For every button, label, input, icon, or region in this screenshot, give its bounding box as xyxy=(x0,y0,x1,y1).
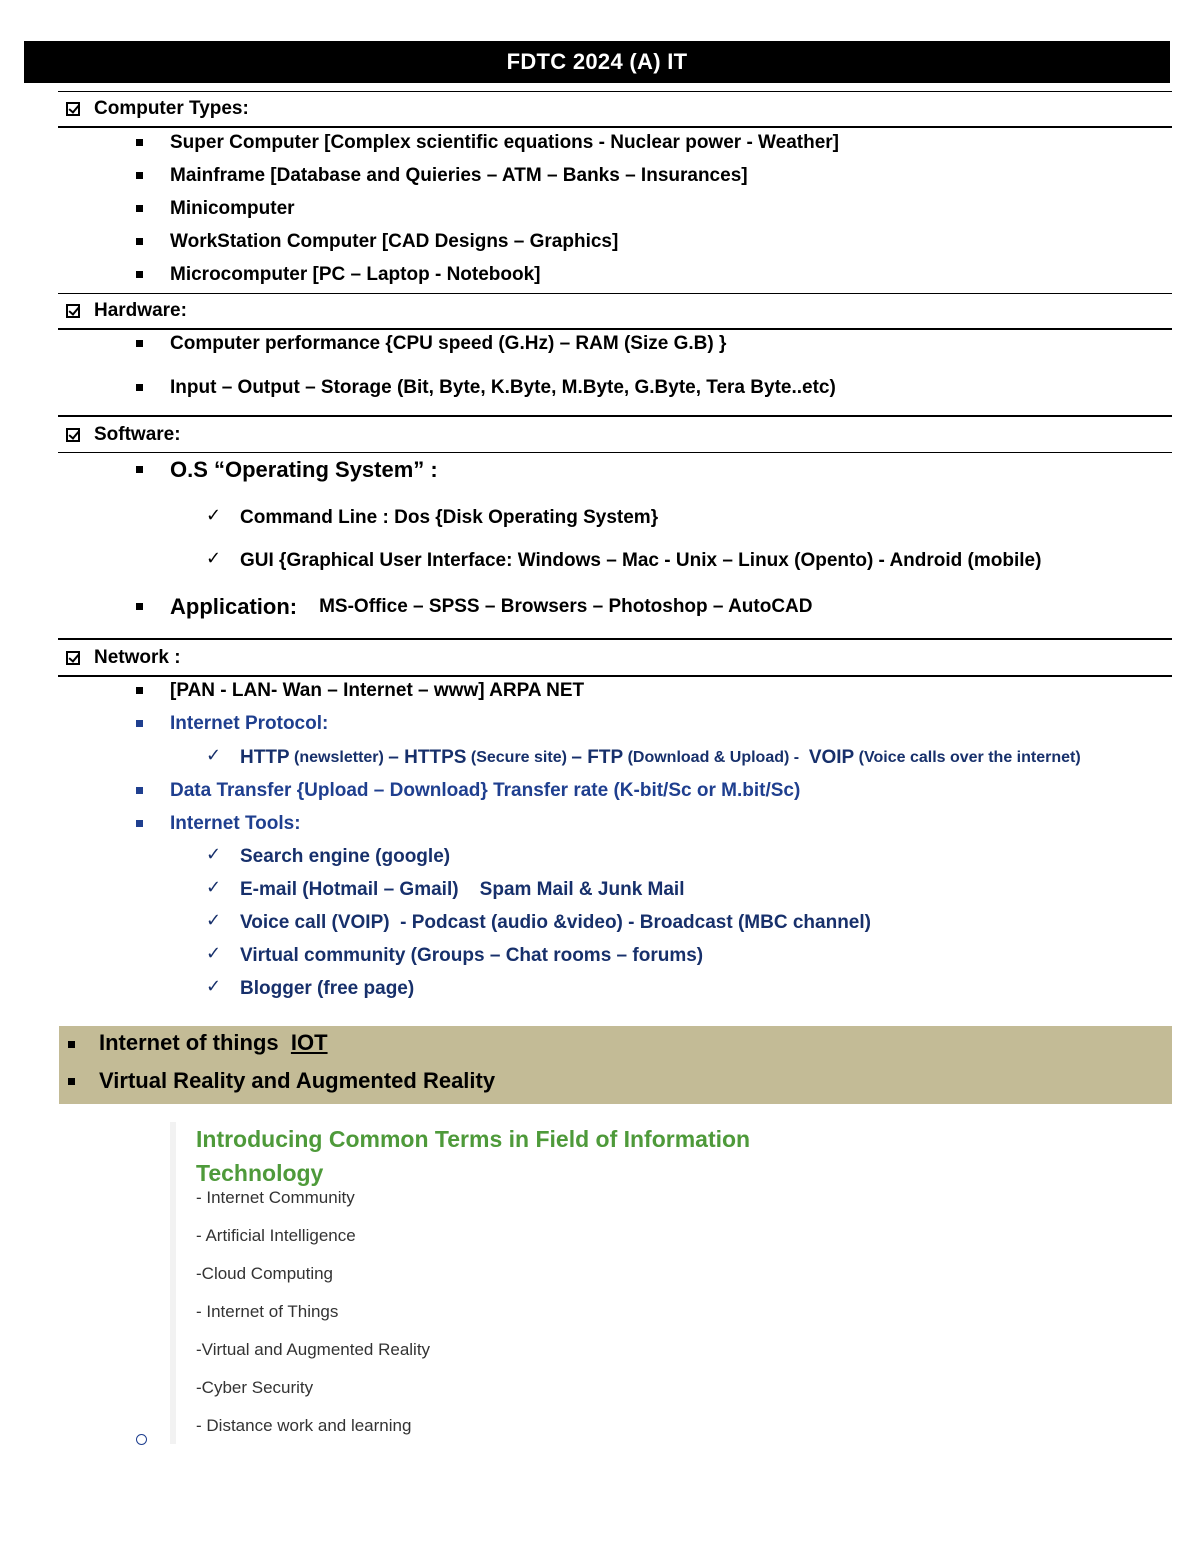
square-bullet-icon xyxy=(136,205,143,212)
application-label: Application: xyxy=(170,594,298,619)
divider xyxy=(58,293,1172,294)
list-item: Internet Protocol: xyxy=(170,713,329,734)
checkbox-icon xyxy=(66,651,80,665)
checkmark-icon: ✓ xyxy=(206,548,222,568)
checkbox-icon xyxy=(66,428,80,442)
ftp-label: FTP xyxy=(587,747,624,768)
section-heading: Hardware: xyxy=(94,300,187,321)
checkmark-icon: ✓ xyxy=(206,745,222,765)
square-bullet-icon xyxy=(68,1041,75,1048)
divider xyxy=(58,638,1172,640)
square-bullet-icon xyxy=(68,1078,75,1085)
square-bullet-icon xyxy=(136,238,143,245)
section-network xyxy=(66,641,181,675)
section-heading: Software: xyxy=(94,424,181,445)
checkmark-icon: ✓ xyxy=(206,505,222,525)
list-item: Internet Tools: xyxy=(170,813,301,834)
square-bullet-icon xyxy=(136,340,143,347)
square-bullet-icon xyxy=(136,820,143,827)
divider xyxy=(58,452,1172,453)
application-value: MS-Office – SPSS – Browsers – Photoshop – AutoCAD xyxy=(319,596,813,617)
list-item: Input – Output – Storage (Bit, Byte, K.Byte, M.Byte, G.Byte, Tera Byte..etc) xyxy=(170,377,836,398)
checkbox-icon xyxy=(66,102,80,116)
common-terms-box xyxy=(170,1122,796,1444)
list-item: Voice call (VOIP) - Podcast (audio &video) - Broadcast (MBC channel) xyxy=(240,912,871,933)
term-item: - Artificial Intelligence xyxy=(196,1226,356,1245)
common-terms-title: Introducing Common Terms in Field of Information Technology xyxy=(196,1126,751,1186)
list-item: Microcomputer [PC – Laptop - Notebook] xyxy=(170,264,541,285)
list-item: Command Line : Dos {Disk Operating System} xyxy=(240,507,659,528)
voip-label: VOIP xyxy=(803,747,855,768)
term-item: - Distance work and learning xyxy=(196,1416,412,1435)
square-bullet-icon xyxy=(136,603,143,610)
list-item: E-mail (Hotmail – Gmail) Spam Mail & Junk Mail xyxy=(240,879,685,900)
iot-abbr: IOT xyxy=(290,1030,328,1055)
list-item: Mainframe [Database and Quieries – ATM – Banks – Insurances] xyxy=(170,165,748,186)
list-item: Data Transfer {Upload – Download} Transfer rate (K-bit/Sc or M.bit/Sc) xyxy=(170,780,801,801)
square-bullet-icon xyxy=(136,384,143,391)
separator: – xyxy=(571,747,588,768)
term-item: - Internet of Things xyxy=(196,1302,339,1321)
square-bullet-icon xyxy=(136,687,143,694)
term-item: -Virtual and Augmented Reality xyxy=(196,1340,431,1359)
list-item: Virtual community (Groups – Chat rooms – forums) xyxy=(240,945,704,966)
square-bullet-icon xyxy=(136,720,143,727)
divider xyxy=(58,328,1172,330)
square-bullet-icon xyxy=(136,271,143,278)
ftp-note: (Download & Upload) - xyxy=(623,749,804,766)
https-note: (Secure site) xyxy=(466,749,572,766)
protocol-list xyxy=(240,745,1081,771)
section-heading: Computer Types: xyxy=(94,98,249,119)
section-heading: Network : xyxy=(94,647,181,668)
list-item-os: O.S “Operating System” : xyxy=(170,457,438,482)
term-item: - Internet Community xyxy=(196,1188,355,1207)
divider xyxy=(58,675,1172,677)
list-item: Super Computer [Complex scientific equations - Nuclear power - Weather] xyxy=(170,132,839,153)
circle-bullet-icon xyxy=(136,1434,147,1445)
list-item: [PAN - LAN- Wan – Internet – www] ARPA NET xyxy=(170,680,585,701)
divider xyxy=(58,126,1172,128)
checkmark-icon: ✓ xyxy=(206,976,222,996)
checkmark-icon: ✓ xyxy=(206,844,222,864)
list-item: GUI {Graphical User Interface: Windows – Mac - Unix – Linux (Opento) - Android (mobile) xyxy=(240,550,1042,571)
separator: – xyxy=(388,747,405,768)
section-hardware xyxy=(66,294,187,328)
list-item: Blogger (free page) xyxy=(240,978,415,999)
section-computer-types xyxy=(66,92,249,126)
square-bullet-icon xyxy=(136,466,143,473)
iot-item xyxy=(99,1030,328,1056)
iot-text: Internet of things xyxy=(99,1030,291,1055)
http-note: (newsletter) xyxy=(289,749,389,766)
section-software xyxy=(66,418,181,452)
square-bullet-icon xyxy=(136,139,143,146)
https-label: HTTPS xyxy=(404,747,467,768)
square-bullet-icon xyxy=(136,787,143,794)
term-item: -Cyber Security xyxy=(196,1378,314,1397)
voip-note: (Voice calls over the internet) xyxy=(854,749,1081,766)
list-item: WorkStation Computer [CAD Designs – Graphics] xyxy=(170,231,619,252)
http-label: HTTP xyxy=(240,747,290,768)
square-bullet-icon xyxy=(136,172,143,179)
checkmark-icon: ✓ xyxy=(206,877,222,897)
checkmark-icon: ✓ xyxy=(206,910,222,930)
vr-item: Virtual Reality and Augmented Reality xyxy=(99,1068,496,1093)
list-item: Search engine (google) xyxy=(240,846,451,867)
list-item: Computer performance {CPU speed (G.Hz) – RAM (Size G.B) } xyxy=(170,333,727,354)
list-item-application xyxy=(170,592,813,622)
checkmark-icon: ✓ xyxy=(206,943,222,963)
term-item: -Cloud Computing xyxy=(196,1264,334,1283)
divider xyxy=(58,415,1172,417)
list-item: Minicomputer xyxy=(170,198,295,219)
highlight-band xyxy=(59,1026,1172,1104)
document-title: FDTC 2024 (A) IT xyxy=(24,41,1170,83)
checkbox-icon xyxy=(66,304,80,318)
